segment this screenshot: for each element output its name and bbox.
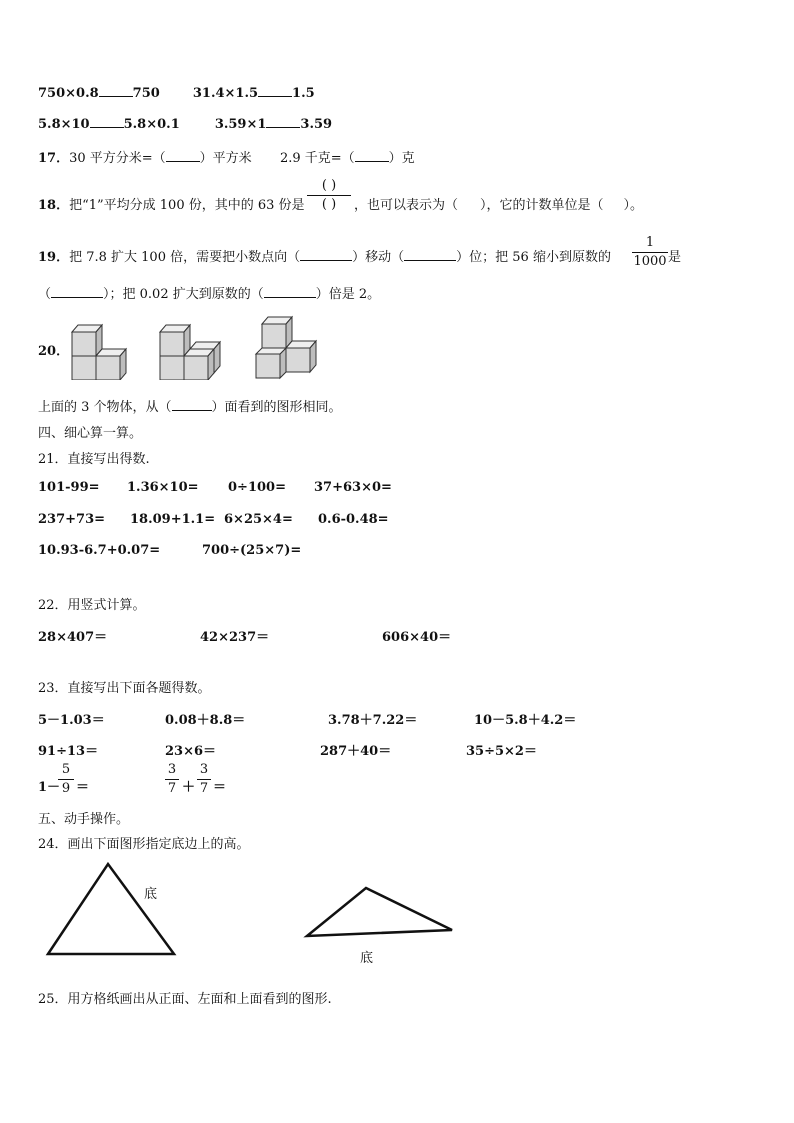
question-text: ）面看到的图形相同。 <box>211 400 342 415</box>
fraction-denominator: 7 <box>167 781 177 796</box>
calc-lead: 1－ <box>38 780 61 795</box>
cube <box>160 356 184 380</box>
fraction <box>197 762 211 797</box>
expr: 31.4×1.5 <box>192 86 259 101</box>
answer-blank[interactable] <box>404 248 456 261</box>
answer-blank[interactable] <box>166 149 200 162</box>
plus-sign: ＋ <box>182 780 196 795</box>
question-number: 18． <box>38 198 70 213</box>
fraction-blank[interactable] <box>307 178 351 213</box>
question-text: ）倍是 2。 <box>315 287 381 302</box>
calc-item: 237+73= <box>38 512 106 527</box>
expr: 5.8×10 <box>38 117 90 132</box>
expr: 3.59×1 <box>214 117 267 132</box>
cube <box>160 325 190 356</box>
question-20-caption <box>38 396 342 415</box>
calc-item: 28×407＝ <box>38 630 108 645</box>
fraction-denominator: 9 <box>61 781 71 796</box>
question-22-title: 22．用竖式计算。 <box>38 598 146 613</box>
calc-item: 10－5.8＋4.2＝ <box>474 713 577 728</box>
fraction-numerator: 5 <box>61 762 71 777</box>
question-text: 把“1”平均分成 100 份，其中的 63 份是 <box>69 198 305 213</box>
calc-item: 23×6＝ <box>165 744 217 759</box>
calc-item: 6×25×4= <box>224 512 293 527</box>
question-text: ）。 <box>623 198 644 213</box>
fraction-denominator: 7 <box>199 781 209 796</box>
expr: 5.8×0.1 <box>123 117 180 132</box>
question-19-end <box>668 246 681 265</box>
cube-figure-1 <box>68 320 138 380</box>
calc-item: 0÷100= <box>228 480 286 495</box>
equals-sign: ＝ <box>76 780 90 795</box>
cube-figure-2 <box>156 320 226 380</box>
cube <box>72 325 102 356</box>
question-text: 30 平方分米=（ <box>69 151 166 166</box>
calc-item: 700÷(25×7)= <box>202 543 302 558</box>
cube <box>184 349 214 380</box>
calc-item: 0.6-0.48= <box>318 512 389 527</box>
question-number: 19． <box>38 250 70 265</box>
fraction-denominator: ( ) <box>321 197 337 212</box>
fraction-denominator: 1000 <box>633 254 667 269</box>
calc-item: 3.78＋7.22＝ <box>328 713 418 728</box>
base-label: 底 <box>144 887 158 902</box>
calc-item: 101-99= <box>38 480 100 495</box>
calc-item: 42×237＝ <box>200 630 270 645</box>
cube <box>256 348 286 378</box>
calc-item: 91÷13＝ <box>38 744 99 759</box>
triangle-2 <box>302 884 458 942</box>
calc-item: 18.09+1.1= <box>130 512 216 527</box>
answer-blank[interactable] <box>51 285 103 298</box>
question-number: 17． <box>38 151 70 166</box>
base-label: 底 <box>360 951 374 966</box>
answer-blank[interactable] <box>264 285 316 298</box>
calc-item: 0.08＋8.8＝ <box>165 713 246 728</box>
cube <box>96 349 126 380</box>
answer-blank[interactable] <box>172 398 212 411</box>
question-text: 2.9 千克=（ <box>279 151 355 166</box>
question-number-20: 20． <box>38 344 70 359</box>
question-23-title: 23．直接写出下面各题得数。 <box>38 681 211 696</box>
answer-blank[interactable] <box>300 248 352 261</box>
question-text: ）位；把 56 缩小到原数的 <box>456 250 611 265</box>
question-21-title: 21．直接写出得数. <box>38 452 150 467</box>
answer-blank[interactable] <box>355 149 389 162</box>
question-text: （ <box>38 287 52 302</box>
calc-item: 37+63×0= <box>314 480 392 495</box>
equals-sign: ＝ <box>213 780 227 795</box>
expr: 750 <box>132 86 160 101</box>
answer-blank[interactable] <box>266 115 300 128</box>
calc-item: 606×40＝ <box>382 630 452 645</box>
fraction-numerator: 1 <box>645 235 655 250</box>
question-19 <box>38 246 611 265</box>
question-text: ，也可以表示为（ <box>354 198 459 213</box>
compare-row-2 <box>38 115 332 132</box>
section-4-heading: 四、细心算一算。 <box>38 426 143 441</box>
answer-blank[interactable] <box>99 84 133 97</box>
answer-blank[interactable] <box>258 84 292 97</box>
question-18 <box>38 194 305 213</box>
question-text: ）移动（ <box>352 250 405 265</box>
question-19-line2 <box>38 283 380 302</box>
fraction-numerator: 3 <box>167 762 177 777</box>
cube <box>286 341 316 372</box>
calc-item: 287＋40＝ <box>320 744 392 759</box>
question-text: 上面的 3 个物体，从（ <box>38 400 172 415</box>
fraction <box>58 762 74 797</box>
fraction <box>165 762 179 797</box>
triangle-1 <box>44 860 180 960</box>
question-18-rest <box>354 194 643 213</box>
expr: 750×0.8 <box>38 86 99 101</box>
question-text: ）平方米 <box>199 151 252 166</box>
question-text: 是 <box>668 250 682 265</box>
fraction <box>632 235 668 270</box>
question-17 <box>38 147 415 166</box>
question-text: ）克 <box>388 151 415 166</box>
calc-item: 1.36×10= <box>127 480 199 495</box>
compare-row-1 <box>38 84 315 101</box>
question-text: ），它的计数单位是（ <box>480 198 604 213</box>
answer-blank[interactable] <box>90 115 124 128</box>
cube <box>262 317 292 348</box>
question-text: 把 7.8 扩大 100 倍，需要把小数点向（ <box>69 250 301 265</box>
question-24-title: 24．画出下面图形指定底边上的高。 <box>38 837 250 852</box>
fraction-numerator: ( ) <box>321 178 337 193</box>
calc-item: 5－1.03＝ <box>38 713 105 728</box>
cube-figure-3 <box>252 314 322 382</box>
calc-item: 35÷5×2＝ <box>466 744 537 759</box>
expr: 1.5 <box>292 86 315 101</box>
question-text: ）；把 0.02 扩大到原数的（ <box>103 287 264 302</box>
fraction-numerator: 3 <box>199 762 209 777</box>
section-5-heading: 五、动手操作。 <box>38 812 130 827</box>
question-25-title: 25．用方格纸画出从正面、左面和上面看到的图形. <box>38 992 332 1007</box>
expr: 3.59 <box>300 117 333 132</box>
calc-item: 10.93-6.7+0.07= <box>38 543 161 558</box>
